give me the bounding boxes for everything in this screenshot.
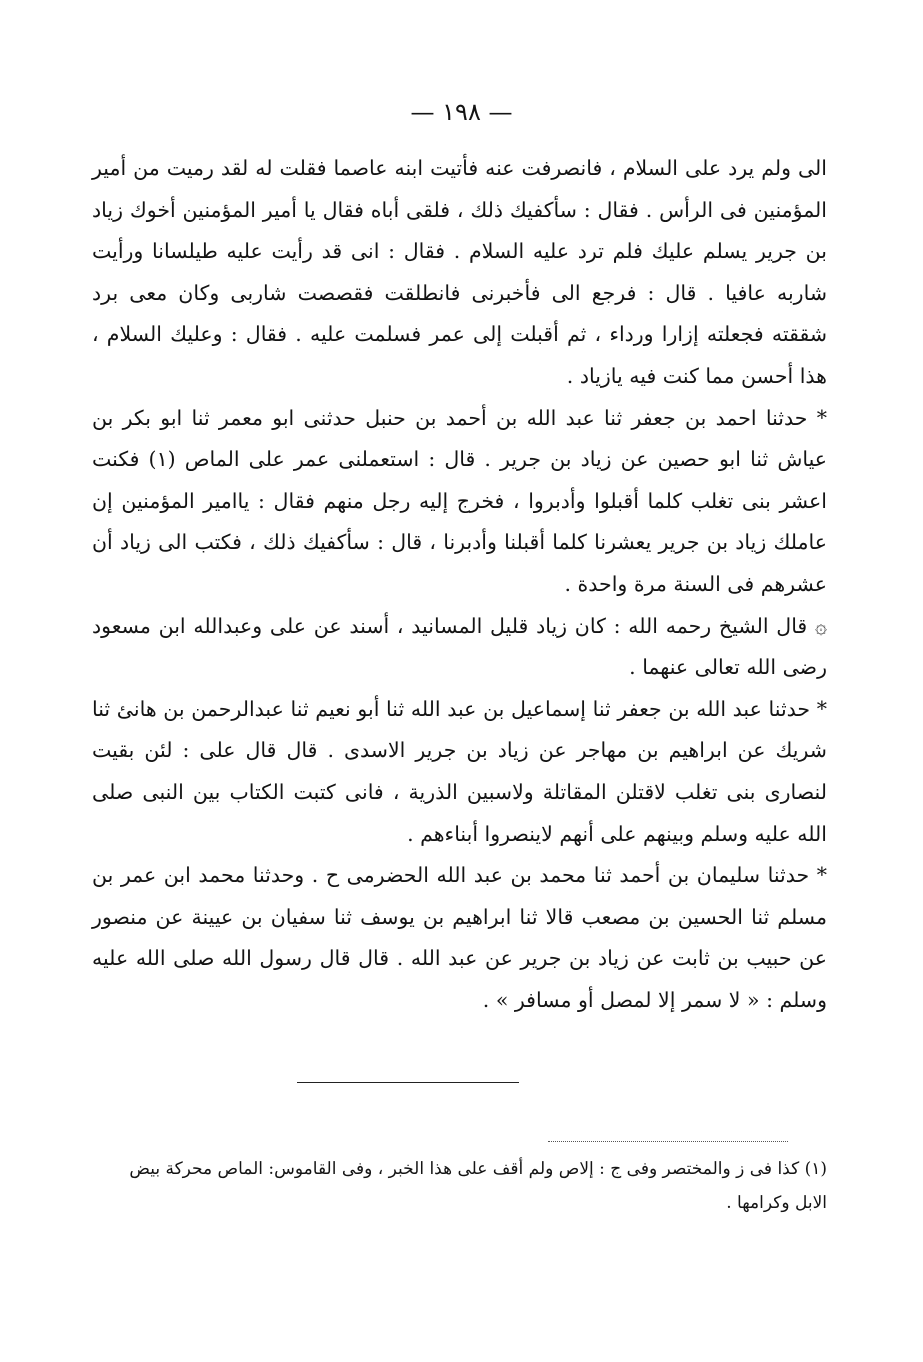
paragraph: ۞ قال الشيخ رحمه الله : كان زياد قليل المسانيد ، أسند عن على وعبدالله ابن مسعود رضى الله تعالى عنهما . bbox=[92, 613, 827, 680]
section-divider bbox=[297, 1082, 519, 1083]
paragraph: * حدثنا عبد الله بن جعفر ثنا إسماعيل بن عبد الله ثنا أبو نعيم ثنا عبدالرحمن بن هانئ ثنا شريك عن ابراهيم بن مهاجر عن زياد بن جرير الاسدى . قال قال على : لئن بقيت لنصارى بنى تغلب لاقتلن المقاتلة ولاسبين الذرية ، فانى كتبت الكتاب بين النبى صلى الله عليه وسلم وبينهم على أنهم لاينصروا أبناءهم . bbox=[92, 696, 827, 846]
page-number: — ١٩٨ — bbox=[410, 98, 513, 126]
footnote-divider bbox=[548, 1141, 788, 1142]
main-text bbox=[92, 148, 827, 1021]
footnote: (١) كذا فى ز والمختصر وفى ج : إلاص ولم أقف على هذا الخبر ، وفى القاموس: الماص محركة بيض الابل وكرامها . bbox=[129, 1159, 827, 1213]
paragraph: الى ولم يرد على السلام ، فانصرفت عنه فأتيت ابنه عاصما فقلت له لقد رميت من أمير المؤمنين فى الرأس . فقال : سأكفيك ذلك ، فلقى أباه فقال يا أمير المؤمنين أخوك زياد بن جرير يسلم عليك فلم ترد عليه السلام . فقال : انى قد رأيت عليه طيلسانا ورأيت شاربه عافيا . قال : فرجع الى فأخبرنى فانطلقت فقصصت شاربى وكان معى برد شققته فجعلته إزارا ورداء ، ثم أقبلت إلى عمر فسلمت عليه . فقال : وعليك السلام ، هذا أحسن مما كنت فيه يازياد . bbox=[92, 156, 827, 388]
paragraph: * حدثنا احمد بن جعفر ثنا عبد الله بن أحمد بن حنبل حدثنى ابو معمر ثنا ابو بكر بن عياش ثنا ابو حصين عن زياد بن جرير . قال : استعملنى عمر على الماص (١) فكنت اعشر بنى تغلب كلما أقبلوا وأدبروا ، فخرج إليه رجل منهم فقال : ياامير المؤمنين إن عاملك زياد بن جرير يعشرنا كلما أقبلنا وأدبرنا ، قال : سأكفيك ذلك ، فكتب الى زياد أن عشرهم فى السنة مرة واحدة . bbox=[92, 405, 828, 596]
paragraph: * حدثنا سليمان بن أحمد ثنا محمد بن عبد الله الحضرمى ح . وحدثنا محمد ابن عمر بن مسلم ثنا الحسين بن مصعب قالا ثنا ابراهيم بن يوسف ثنا سفيان بن عيينة عن منصور عن حبيب بن ثابت عن زياد بن جرير عن عبد الله . قال قال رسول الله صلى الله عليه وسلم : « لا سمر إلا لمصل أو مسافر » . bbox=[92, 863, 827, 1012]
